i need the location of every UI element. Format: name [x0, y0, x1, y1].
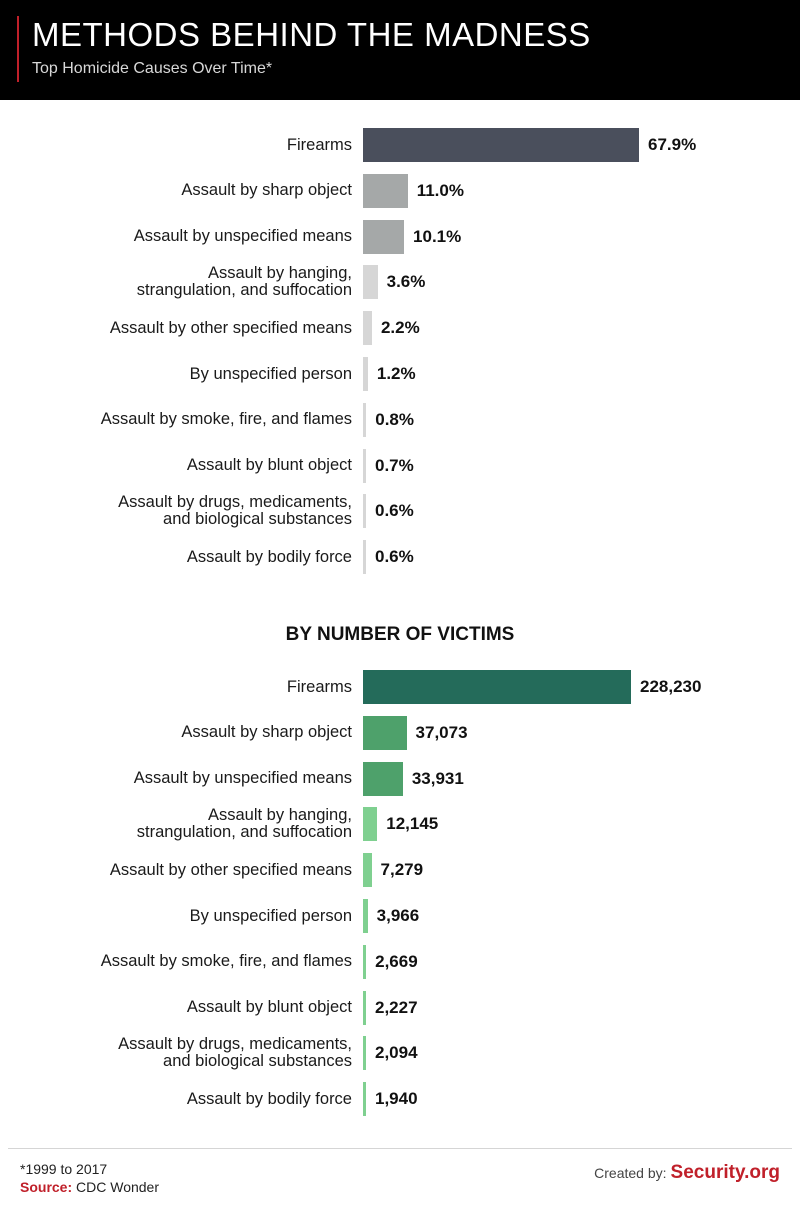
bar-row — [0, 670, 800, 704]
bar — [363, 357, 368, 391]
bar — [363, 449, 366, 483]
value-label: 67.9% — [648, 135, 697, 154]
value-label: 0.8% — [375, 409, 414, 429]
category-label: Assault by hanging, strangulation, and suffocation — [136, 806, 352, 842]
category-label: Assault by blunt object — [186, 456, 352, 475]
bar — [363, 174, 408, 208]
page-subtitle: Top Homicide Causes Over Time* — [32, 60, 273, 77]
bar-row — [0, 945, 800, 979]
value-label: 37,073 — [415, 722, 468, 742]
value-label: 3.6% — [386, 272, 426, 292]
bar-row — [0, 357, 800, 391]
category-label: Firearms — [286, 677, 352, 696]
source-label: Source: — [20, 1179, 73, 1195]
brand-logo-text: Security.org — [670, 1162, 780, 1183]
value-label: 0.6% — [375, 547, 414, 567]
category-label: By unspecified person — [189, 906, 352, 925]
bar — [363, 807, 377, 841]
value-label: 2,227 — [375, 997, 418, 1017]
value-label: 0.7% — [375, 455, 414, 475]
bar — [363, 220, 404, 254]
value-label: 10.1% — [413, 226, 462, 246]
value-label: 1,940 — [375, 1089, 418, 1109]
bar — [363, 899, 368, 933]
bar-row — [0, 220, 800, 254]
bar-row — [0, 128, 800, 162]
value-label: 2,094 — [375, 1043, 418, 1063]
category-label: Firearms — [286, 135, 352, 154]
category-label: Assault by unspecified means — [133, 227, 352, 246]
footnote: *1999 to 2017 — [20, 1161, 108, 1177]
category-label: Assault by other specified means — [109, 860, 352, 879]
value-label: 2.2% — [380, 318, 420, 338]
bar-row — [0, 1082, 800, 1116]
bar-row — [0, 1036, 800, 1070]
bar-row — [0, 174, 800, 208]
bar — [363, 670, 631, 704]
category-label: Assault by sharp object — [181, 181, 352, 200]
bar — [363, 1082, 366, 1116]
category-label: By unspecified person — [189, 364, 352, 383]
value-label: 33,931 — [411, 768, 464, 788]
bar-row — [0, 449, 800, 483]
created-by-label: Created by: — [594, 1165, 667, 1181]
bar — [363, 494, 366, 528]
category-label: Assault by bodily force — [186, 1089, 352, 1108]
category-label: Assault by drugs, medicaments, and biological substances — [118, 1035, 352, 1071]
bar — [363, 716, 407, 750]
source-value: CDC Wonder — [76, 1179, 160, 1195]
value-label: 3,966 — [376, 906, 420, 925]
bar-row — [0, 540, 800, 574]
bar-row — [0, 853, 800, 887]
value-label: 2,669 — [375, 951, 418, 971]
header-banner — [0, 0, 800, 100]
category-label: Assault by smoke, fire, and flames — [100, 410, 352, 429]
bar-row — [0, 403, 800, 437]
bar — [363, 853, 372, 887]
bar — [363, 128, 639, 162]
category-label: Assault by sharp object — [181, 723, 352, 742]
bar — [363, 1036, 366, 1070]
bar-row — [0, 991, 800, 1025]
bar — [363, 311, 372, 345]
value-label: 7,279 — [380, 860, 424, 880]
page-title: METHODS BEHIND THE MADNESS — [32, 16, 591, 53]
bar-row — [0, 807, 800, 841]
bar — [363, 991, 366, 1025]
category-label: Assault by blunt object — [186, 998, 352, 1017]
category-label: Assault by smoke, fire, and flames — [100, 952, 352, 971]
credit-line — [594, 1162, 780, 1184]
bar — [363, 945, 366, 979]
bar — [363, 265, 378, 299]
value-label: 228,230 — [640, 677, 702, 696]
bar-row — [0, 899, 800, 933]
source-line — [20, 1179, 159, 1195]
value-label: 0.6% — [375, 501, 414, 521]
footer-divider — [8, 1148, 792, 1149]
title-accent-bar — [17, 16, 19, 82]
bar-row — [0, 494, 800, 528]
bar — [363, 762, 403, 796]
bar-row — [0, 762, 800, 796]
value-label: 12,145 — [386, 814, 439, 834]
category-label: Assault by drugs, medicaments, and biological substances — [118, 493, 352, 529]
bar-row — [0, 716, 800, 750]
bar — [363, 403, 366, 437]
bar-row — [0, 311, 800, 345]
victims-chart-title: BY NUMBER OF VICTIMS — [285, 624, 515, 645]
category-label: Assault by bodily force — [186, 547, 352, 566]
bar — [363, 540, 366, 574]
value-label: 1.2% — [376, 364, 416, 383]
category-label: Assault by hanging, strangulation, and suffocation — [136, 264, 352, 300]
bar-row — [0, 265, 800, 299]
category-label: Assault by unspecified means — [133, 769, 352, 788]
value-label: 11.0% — [416, 180, 464, 200]
category-label: Assault by other specified means — [109, 318, 352, 337]
